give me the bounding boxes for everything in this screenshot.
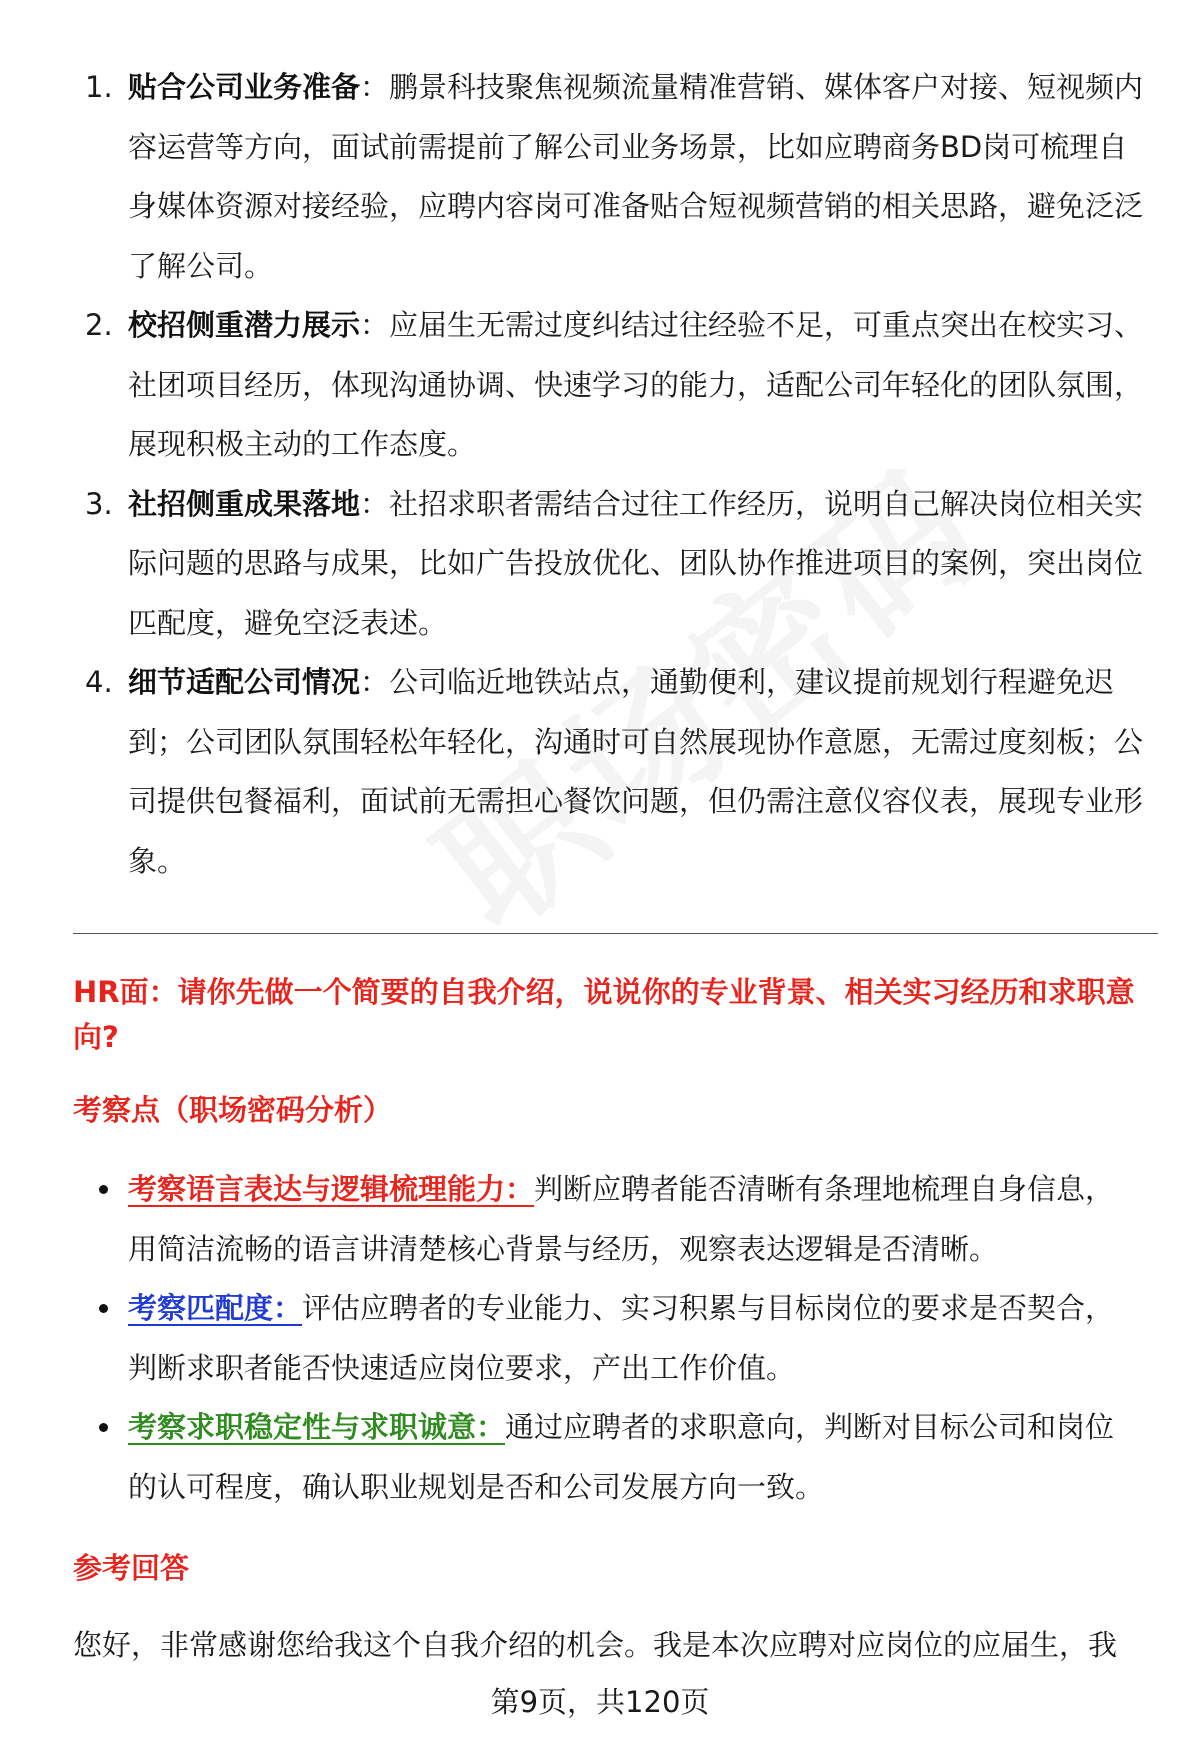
item-body: 公司临近地铁站点，通勤便利，建议提前规划行程避免迟到；公司团队氛围轻松年轻化，沟通时可自然展现协作意愿，无需过度刻板；公司提供包餐福利，面试前无需担心餐饮问题，但仍需注意仪容仪表，展现专业形象。: [128, 665, 1144, 878]
list-text: 细节适配公司情况：公司临近地铁站点，通勤便利，建议提前规划行程避免迟到；公司团队氛围轻松年轻化，沟通时可自然展现协作意愿，无需过度刻板；公司提供包餐福利，面试前无需担心餐饮问题，但仍需注意仪容仪表，展现专业形象。: [128, 665, 1144, 878]
list-number: 4.: [85, 665, 113, 699]
focus-point: [0, 1398, 1138, 1517]
list-item: [0, 296, 1152, 475]
answer-heading: 参考回答: [73, 1551, 190, 1585]
page-footer: 第9页，共120页: [490, 1685, 710, 1719]
list-number: 3.: [85, 486, 113, 521]
list-number: 2.: [85, 308, 113, 342]
list-item: [0, 58, 1152, 296]
list-number: 1.: [85, 70, 113, 104]
focus-heading: 考察点（职场密码分析）: [73, 1093, 393, 1127]
item-body: 应届生无需过度纠结过往经验不足，可重点突出在校实习、社团项目经历，体现沟通协调、快速学习的能力，适配公司年轻化的团队氛围，展现积极主动的工作态度。: [128, 308, 1144, 461]
item-body: 鹏景科技聚焦视频流量精准营销、媒体客户对接、短视频内容运营等方向，面试前需提前了解公司业务场景，比如应聘商务BD岗可梳理自身媒体资源对接经验，应聘内容岗可准备贴合短视频营销的相关思路，避免泛泛了解公司。: [128, 70, 1144, 283]
focus-label: 考察语言表达与逻辑梳理能力：: [128, 1172, 535, 1206]
focus-point-list: [0, 1160, 1200, 1517]
interview-question: HR面：请你先做一个简要的自我介绍，说说你的专业背景、相关实习经历和求职意向?: [73, 975, 1135, 1054]
item-body: 社招求职者需结合过往工作经历，说明自己解决岗位相关实际问题的思路与成果，比如广告投放优化、团队协作推进项目的案例，突出岗位匹配度，避免空泛表述。: [128, 486, 1144, 640]
focus-label: 考察匹配度：: [128, 1291, 303, 1325]
item-title: 校招侧重潜力展示: [128, 308, 361, 342]
list-text: 社招侧重成果落地：社招求职者需结合过往工作经历，说明自己解决岗位相关实际问题的思路与成果，比如广告投放优化、团队协作推进项目的案例，突出岗位匹配度，避免空泛表述。: [128, 486, 1144, 640]
list-text: 贴合公司业务准备：鹏景科技聚焦视频流量精准营销、媒体客户对接、短视频内容运营等方向，面试前需提前了解公司业务场景，比如应聘商务BD岗可梳理自身媒体资源对接经验，应聘内容岗可准备贴合短视频营销的相关思路，避免泛泛了解公司。: [128, 70, 1144, 283]
focus-point: [0, 1160, 1138, 1279]
bullet-dot: [99, 1185, 108, 1194]
item-title: 社招侧重成果落地: [128, 486, 361, 521]
focus-text: 评估应聘者的专业能力、实习积累与目标岗位的要求是否契合，判断求职者能否快速适应岗位要求，产出工作价值。: [128, 1291, 1115, 1385]
focus-text: 判断应聘者能否清晰有条理地梳理自身信息，用简洁流畅的语言讲清楚核心背景与经历，观察表达逻辑是否清晰。: [128, 1172, 1115, 1266]
list-text: 校招侧重潜力展示：应届生无需过度纠结过往经验不足，可重点突出在校实习、社团项目经历，体现沟通协调、快速学习的能力，适配公司年轻化的团队氛围，展现积极主动的工作态度。: [128, 308, 1144, 461]
bullet-dot: [99, 1304, 108, 1313]
list-item: [0, 653, 1152, 891]
answer-text: 您好，非常感谢您给我这个自我介绍的机会。我是本次应聘对应岗位的应届生，我: [73, 1628, 1118, 1662]
focus-point: [0, 1279, 1138, 1398]
bullet-dot: [99, 1423, 108, 1432]
section-divider: [73, 933, 1158, 934]
numbered-list: [0, 58, 1200, 891]
focus-label: 考察求职稳定性与求职诚意：: [128, 1410, 506, 1444]
list-item: [0, 475, 1152, 654]
item-title: 贴合公司业务准备: [128, 70, 361, 104]
focus-text: 通过应聘者的求职意向，判断对目标公司和岗位的认可程度，确认职业规划是否和公司发展方向一致。: [128, 1410, 1115, 1504]
item-title: 细节适配公司情况: [128, 665, 361, 699]
